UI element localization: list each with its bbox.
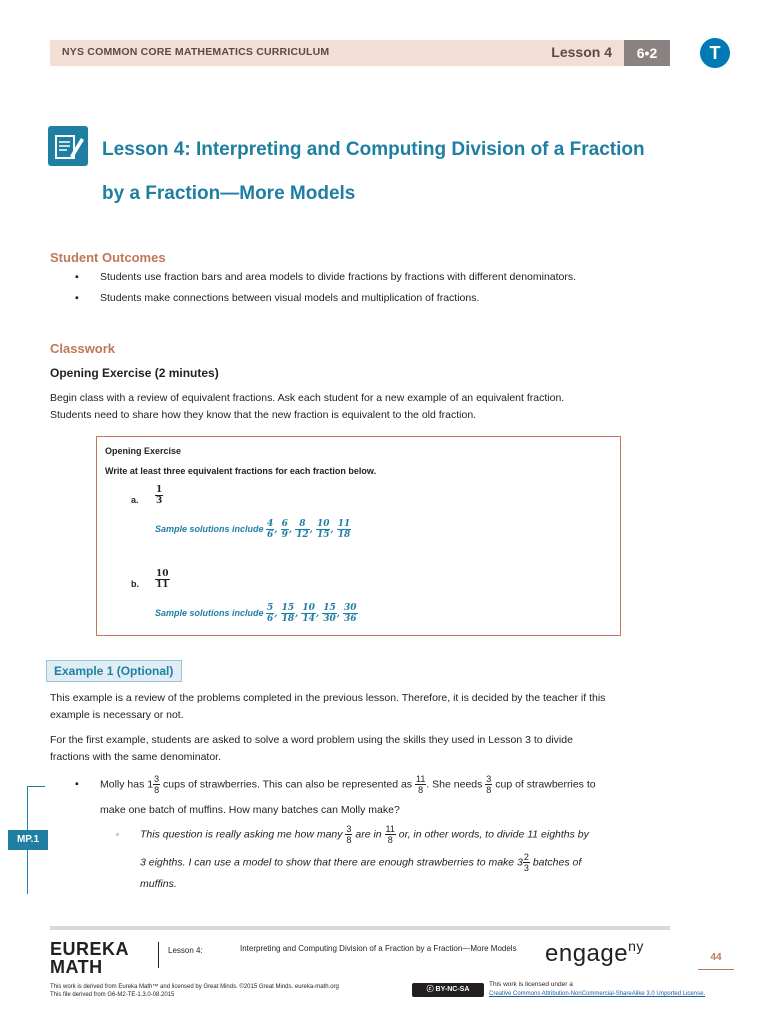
item-b-fraction	[155, 569, 170, 590]
lesson-title	[102, 128, 702, 216]
footer-divider	[50, 926, 670, 930]
item-a-label: a.	[131, 495, 139, 505]
note-text: batches of	[529, 856, 582, 869]
numerator: 11	[385, 824, 395, 834]
separator: ,	[288, 525, 292, 535]
problem-text: Molly has 1	[100, 778, 154, 791]
opening-exercise-heading: Opening Exercise (2 minutes)	[50, 366, 219, 380]
teacher-note	[116, 824, 589, 845]
numerator: 10	[302, 603, 315, 613]
outcome-bullet	[75, 271, 576, 283]
problem-text: cups of strawberries. This can also be represented as	[160, 778, 415, 791]
footer-description: Interpreting and Computing Division of a Fraction by a Fraction—More Models	[240, 944, 517, 953]
mp-bracket-tick	[27, 786, 45, 787]
denominator: 6	[267, 530, 274, 540]
student-outcomes-heading: Student Outcomes	[50, 250, 166, 265]
separator: ,	[309, 525, 313, 535]
outcome-text: Students make connections between visual models and multiplication of fractions.	[100, 292, 480, 304]
denominator: 8	[418, 785, 424, 795]
outcome-bullet	[75, 292, 479, 304]
note-text: 3 eighths. I can use a model to show that there are enough strawberries to make 3	[140, 856, 523, 869]
bullet-marker: ▪	[75, 271, 79, 283]
separator: ,	[274, 525, 278, 535]
exercise-instruction: Write at least three equivalent fractions for each fraction below.	[105, 466, 377, 476]
denominator: 15	[316, 530, 330, 540]
opening-text-line: Begin class with a review of equivalent fractions. Ask each student for a new example of an equivalent fraction.	[50, 392, 565, 404]
denominator: 6	[267, 614, 274, 624]
numerator: 2	[523, 852, 529, 862]
numerator: 3	[486, 774, 492, 784]
numerator: 6	[281, 519, 288, 529]
denominator: 14	[302, 614, 315, 624]
opening-text	[50, 390, 650, 424]
denominator: 18	[337, 530, 351, 540]
separator: ,	[295, 609, 299, 619]
example1-text-line: For the first example, students are asked to solve a word problem using the skills they used in Lesson 3 to divide	[50, 734, 573, 746]
numerator: 5	[267, 603, 274, 613]
mp1-tag: MP.1	[8, 830, 48, 850]
molly-problem-line2: make one batch of muffins. How many batches can Molly make?	[100, 804, 400, 816]
item-a-sample	[155, 519, 351, 540]
denominator: 12	[296, 530, 309, 540]
note-text: are in	[352, 828, 385, 841]
license-link[interactable]: Creative Commons Attribution-NonCommercial-ShareAlike 3.0 Unported License.	[489, 991, 706, 997]
sample-fractions	[266, 603, 358, 624]
teacher-note-line3: muffins.	[140, 878, 177, 890]
numerator: 15	[323, 603, 336, 613]
logo-sup: ny	[628, 938, 644, 954]
note-text: or, in other words, to divide 11 eighths by	[395, 828, 589, 841]
example1-intro	[50, 690, 650, 724]
problem-text: . She needs	[426, 778, 486, 791]
separator: ,	[330, 525, 334, 535]
numerator: 11	[415, 774, 426, 784]
exercise-box-title: Opening Exercise	[105, 446, 182, 456]
sample-label: Sample solutions include	[155, 608, 264, 618]
opening-text-line: Students need to share how they know that the new fraction is equivalent to the old fraction.	[50, 409, 477, 421]
example1-text-line: This example is a review of the problems completed in the previous lesson. Therefore, it is decided by the teacher if this	[50, 692, 606, 704]
numerator: 3	[154, 774, 160, 784]
sample-label: Sample solutions include	[155, 524, 264, 534]
bullet-marker: ▫	[116, 830, 119, 840]
notepad-pencil-icon	[48, 126, 88, 166]
outcome-text: Students use fraction bars and area models to divide fractions by fractions with different denominators.	[100, 271, 577, 283]
example1-text-line: fractions with the same denominator.	[50, 751, 222, 763]
note-text: This question is really asking me how many	[140, 828, 346, 841]
curriculum-label: NYS COMMON CORE MATHEMATICS CURRICULUM	[62, 46, 330, 58]
numerator: 10	[316, 519, 330, 529]
denominator: 8	[154, 785, 160, 795]
denominator: 3	[523, 863, 529, 873]
license-text: This work is licensed under a	[489, 981, 573, 988]
logo-text: engage	[545, 940, 629, 967]
denominator: 30	[323, 614, 336, 624]
numerator: 3	[346, 824, 352, 834]
denominator: 8	[387, 835, 393, 845]
numerator: 4	[267, 519, 274, 529]
opening-exercise-box	[96, 436, 621, 636]
separator: ,	[315, 609, 320, 619]
problem-text: cup of strawberries to	[492, 778, 596, 791]
example1-tag: Example 1 (Optional)	[46, 660, 182, 682]
footer-file-id: This file derived from G6-M2-TE-1.3.0-08.2015	[50, 992, 175, 998]
separator: ,	[274, 609, 278, 619]
classwork-heading: Classwork	[50, 341, 116, 356]
logo-line: MATH	[50, 957, 103, 977]
grade-module-label: 6•2	[624, 40, 670, 66]
header-lesson-label: Lesson 4	[551, 44, 612, 60]
numerator: 10	[156, 569, 169, 579]
numerator: 1	[156, 485, 163, 495]
example1-description	[50, 732, 650, 766]
denominator: 8	[346, 835, 352, 845]
denominator: 11	[156, 580, 169, 590]
eureka-math-logo	[50, 940, 129, 976]
denominator: 8	[486, 785, 492, 795]
item-b-label: b.	[131, 579, 139, 589]
item-a-fraction	[155, 485, 163, 506]
logo-line: EUREKA	[50, 939, 130, 959]
molly-problem	[75, 774, 596, 795]
numerator: 11	[337, 519, 351, 529]
footer-copyright: This work is derived from Eureka Math™ and licensed by Great Minds. ©2015 Great Minds. eureka-math.org	[50, 984, 339, 990]
engageny-logo	[545, 940, 644, 968]
numerator: 15	[281, 603, 295, 613]
bullet-marker: ▪	[75, 292, 79, 304]
denominator: 18	[281, 614, 295, 624]
numerator: 30	[344, 603, 357, 613]
denominator: 9	[281, 530, 288, 540]
lesson-title-line2: by a Fraction—More Models	[102, 183, 356, 204]
badge-text: BY-NC-SA	[435, 986, 470, 993]
example1-text-line: example is necessary or not.	[50, 709, 184, 721]
lesson-title-line1: Lesson 4: Interpreting and Computing Division of a Fraction	[102, 139, 645, 160]
cc-license-badge: ⓒ BY-NC-SA	[412, 983, 484, 997]
teacher-badge: T	[700, 38, 730, 68]
page-number: 44	[698, 952, 734, 970]
page-header	[50, 40, 670, 66]
denominator: 36	[344, 614, 357, 624]
item-b-sample	[155, 603, 358, 624]
footer-separator	[158, 942, 159, 968]
separator: ,	[336, 609, 340, 619]
bullet-marker: ▪	[75, 778, 79, 791]
footer-lesson: Lesson 4:	[168, 946, 203, 955]
denominator: 3	[156, 496, 163, 506]
teacher-note-line2	[140, 852, 581, 873]
numerator: 8	[295, 519, 310, 530]
sample-fractions	[266, 519, 351, 540]
